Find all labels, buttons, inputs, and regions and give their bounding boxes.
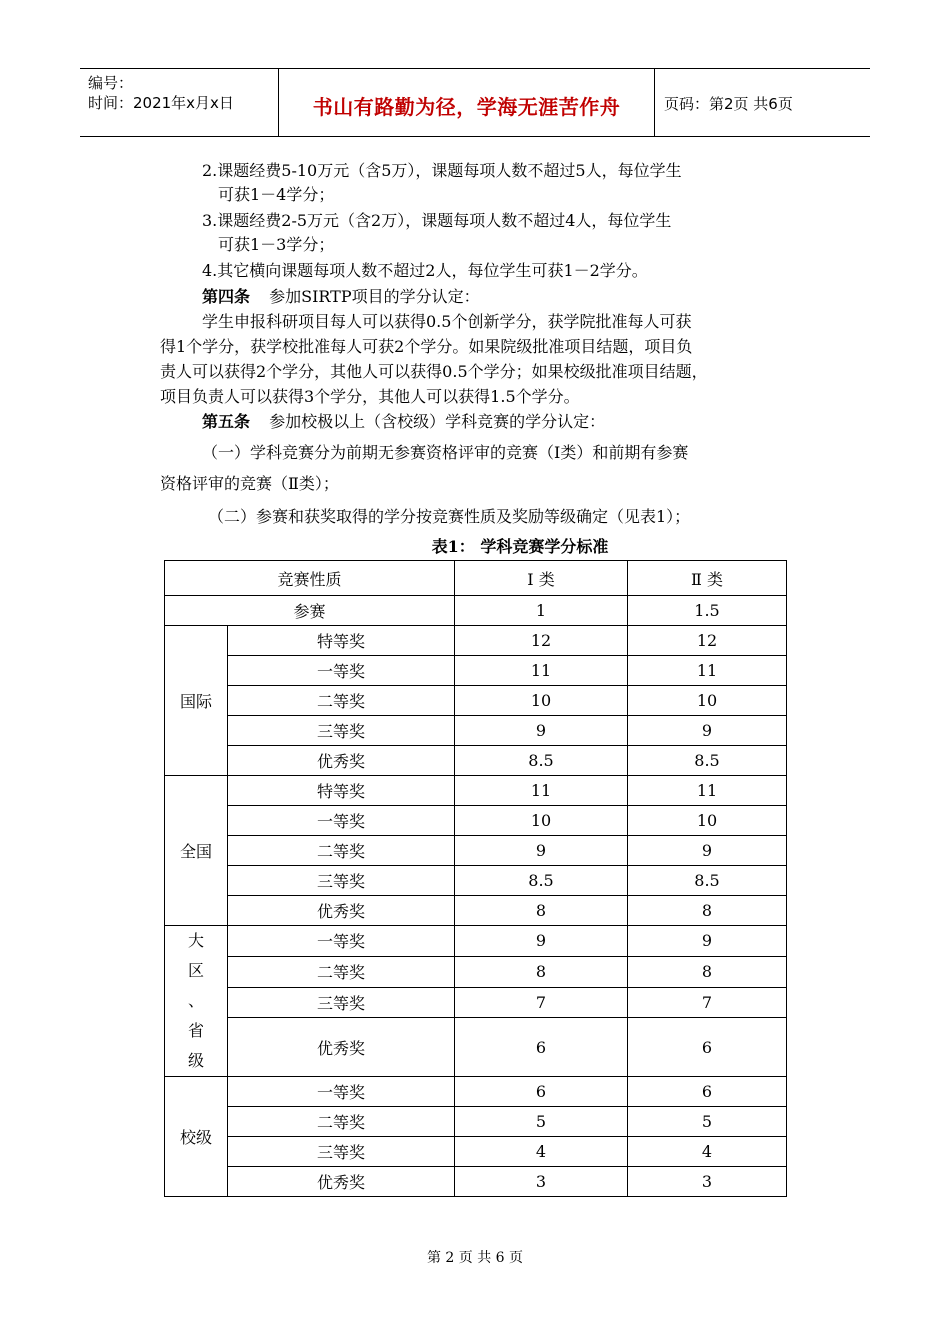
credit-cell: 12 xyxy=(628,626,787,656)
table-header-row xyxy=(165,561,787,596)
header-page-label: 页码：第2页 共6页 xyxy=(664,95,793,113)
credit-cell: 3 xyxy=(455,1167,628,1197)
credit-cell: 8 xyxy=(628,896,787,926)
table-row xyxy=(165,806,787,836)
credit-cell: 6 xyxy=(455,1018,628,1077)
table-title: 表1： 学科竞赛学分标准 xyxy=(431,537,609,556)
credit-cell: 6 xyxy=(455,1077,628,1107)
paragraph-line: 得1个学分，获学校批准每人可获2个学分。如果院级批准项目结题，项目负 xyxy=(160,337,693,356)
award-level-cell: 三等奖 xyxy=(228,987,455,1018)
credit-cell: 11 xyxy=(628,776,787,806)
article-title: 参加校极以上（含校级）学科竞赛的学分认定： xyxy=(269,412,606,431)
credit-cell: 11 xyxy=(455,776,628,806)
table-row xyxy=(165,716,787,746)
table-row xyxy=(165,656,787,686)
credit-cell: 11 xyxy=(455,656,628,686)
group-label-char: 省 xyxy=(187,1021,204,1040)
credit-cell: 9 xyxy=(628,716,787,746)
award-level-cell: 特等奖 xyxy=(228,626,455,656)
number-label: 编号： xyxy=(88,74,134,92)
credit-cell: 9 xyxy=(628,926,787,957)
credit-cell: 6 xyxy=(628,1018,787,1077)
table-cell: 1 xyxy=(455,596,628,626)
table-groups xyxy=(165,626,787,1197)
group-label xyxy=(165,926,228,1077)
table-header-cell: 竞赛性质 xyxy=(165,561,455,596)
award-level-cell: 一等奖 xyxy=(228,656,455,686)
award-level-cell: 特等奖 xyxy=(228,776,455,806)
table-row xyxy=(165,1018,787,1077)
page-header xyxy=(80,68,870,137)
award-level-cell: 一等奖 xyxy=(228,806,455,836)
credit-cell: 8.5 xyxy=(455,866,628,896)
credit-cell: 9 xyxy=(455,836,628,866)
group-label-char: 级 xyxy=(187,1051,204,1070)
credit-cell: 5 xyxy=(628,1107,787,1137)
table-row xyxy=(165,1137,787,1167)
paragraph-line: 4.其它横向课题每项人数不超过2人，每位学生可获1－2学分。 xyxy=(202,261,648,280)
table-header-cell: Ⅰ 类 xyxy=(455,561,628,596)
credit-cell: 8 xyxy=(628,956,787,987)
header-meta xyxy=(88,73,234,113)
credit-cell: 9 xyxy=(455,926,628,957)
credit-cell: 4 xyxy=(455,1137,628,1167)
group-label: 全国 xyxy=(165,776,228,926)
table-row xyxy=(165,926,787,957)
credit-cell: 10 xyxy=(455,686,628,716)
article-label: 第五条 xyxy=(202,412,251,431)
award-level-cell: 三等奖 xyxy=(228,1137,455,1167)
credit-cell: 7 xyxy=(455,987,628,1018)
table-header-cell: Ⅱ 类 xyxy=(628,561,787,596)
credit-cell: 9 xyxy=(628,836,787,866)
credit-cell: 5 xyxy=(455,1107,628,1137)
table-row xyxy=(165,1077,787,1107)
table-row xyxy=(165,956,787,987)
table-row xyxy=(165,596,787,626)
table-row xyxy=(165,686,787,716)
paragraph-line: 2.课题经费5-10万元（含5万），课题每项人数不超过5人，每位学生 xyxy=(202,161,682,180)
paragraph-line: 可获1－4学分； xyxy=(218,185,335,204)
credit-cell: 8.5 xyxy=(455,746,628,776)
award-level-cell: 一等奖 xyxy=(228,1077,455,1107)
credit-cell: 10 xyxy=(455,806,628,836)
table-row xyxy=(165,626,787,656)
table-cell: 1.5 xyxy=(628,596,787,626)
credit-cell: 11 xyxy=(628,656,787,686)
table-row xyxy=(165,1107,787,1137)
award-level-cell: 优秀奖 xyxy=(228,1018,455,1077)
page-footer: 第 2 页 共 6 页 xyxy=(426,1250,524,1266)
award-level-cell: 优秀奖 xyxy=(228,896,455,926)
award-level-cell: 优秀奖 xyxy=(228,1167,455,1197)
credit-cell: 8.5 xyxy=(628,866,787,896)
group-label-char: 大 xyxy=(187,931,204,950)
credit-cell: 3 xyxy=(628,1167,787,1197)
article-4-heading xyxy=(202,284,480,307)
article-label: 第四条 xyxy=(202,287,251,306)
credit-cell: 8 xyxy=(455,896,628,926)
award-level-cell: 二等奖 xyxy=(228,836,455,866)
group-label: 国际 xyxy=(165,626,228,776)
award-level-cell: 二等奖 xyxy=(228,956,455,987)
table-row xyxy=(165,776,787,806)
credit-table xyxy=(164,560,787,1197)
table-row xyxy=(165,836,787,866)
credit-cell: 9 xyxy=(455,716,628,746)
table-cell: 参赛 xyxy=(165,596,455,626)
paragraph-line: 3.课题经费2-5万元（含2万），课题每项人数不超过4人，每位学生 xyxy=(202,211,672,230)
paragraph-line: 学生申报科研项目每人可以获得0.5个创新学分，获学院批准每人可获 xyxy=(202,312,692,331)
paragraph-line: 项目负责人可以获得3个学分，其他人可以获得1.5个学分。 xyxy=(160,387,580,406)
table-row xyxy=(165,746,787,776)
group-label: 校级 xyxy=(165,1077,228,1197)
table-row xyxy=(165,987,787,1018)
credit-cell: 10 xyxy=(628,806,787,836)
paragraph-line: 资格评审的竞赛（Ⅱ类）； xyxy=(160,474,339,493)
credit-cell: 12 xyxy=(455,626,628,656)
credit-cell: 4 xyxy=(628,1137,787,1167)
credit-cell: 8 xyxy=(455,956,628,987)
award-level-cell: 三等奖 xyxy=(228,716,455,746)
award-level-cell: 二等奖 xyxy=(228,686,455,716)
credit-cell: 7 xyxy=(628,987,787,1018)
table-row xyxy=(165,866,787,896)
group-label-char: 、 xyxy=(187,991,204,1010)
award-level-cell: 二等奖 xyxy=(228,1107,455,1137)
table-row xyxy=(165,896,787,926)
group-label-char: 区 xyxy=(187,961,204,980)
award-level-cell: 三等奖 xyxy=(228,866,455,896)
time-label: 时间：2021年x月x日 xyxy=(88,94,234,112)
article-5-heading xyxy=(202,409,605,432)
header-divider xyxy=(654,69,655,136)
credit-cell: 8.5 xyxy=(628,746,787,776)
award-level-cell: 优秀奖 xyxy=(228,746,455,776)
article-title: 参加SIRTP项目的学分认定： xyxy=(269,287,480,306)
table-row xyxy=(165,1167,787,1197)
header-motto: 书山有路勤为径，学海无涯苦作舟 xyxy=(312,95,621,119)
paragraph-line: 责人可以获得2个学分，其他人可以获得0.5个学分；如果校级批准项目结题， xyxy=(160,362,708,381)
paragraph-line: （一）学科竞赛分为前期无参赛资格评审的竞赛（Ⅰ类）和前期有参赛 xyxy=(202,443,689,462)
credit-cell: 6 xyxy=(628,1077,787,1107)
award-level-cell: 一等奖 xyxy=(228,926,455,957)
credit-cell: 10 xyxy=(628,686,787,716)
paragraph-line: 可获1－3学分； xyxy=(218,235,335,254)
paragraph-line: （二）参赛和获奖取得的学分按竞赛性质及奖励等级确定（见表1）； xyxy=(208,507,691,526)
